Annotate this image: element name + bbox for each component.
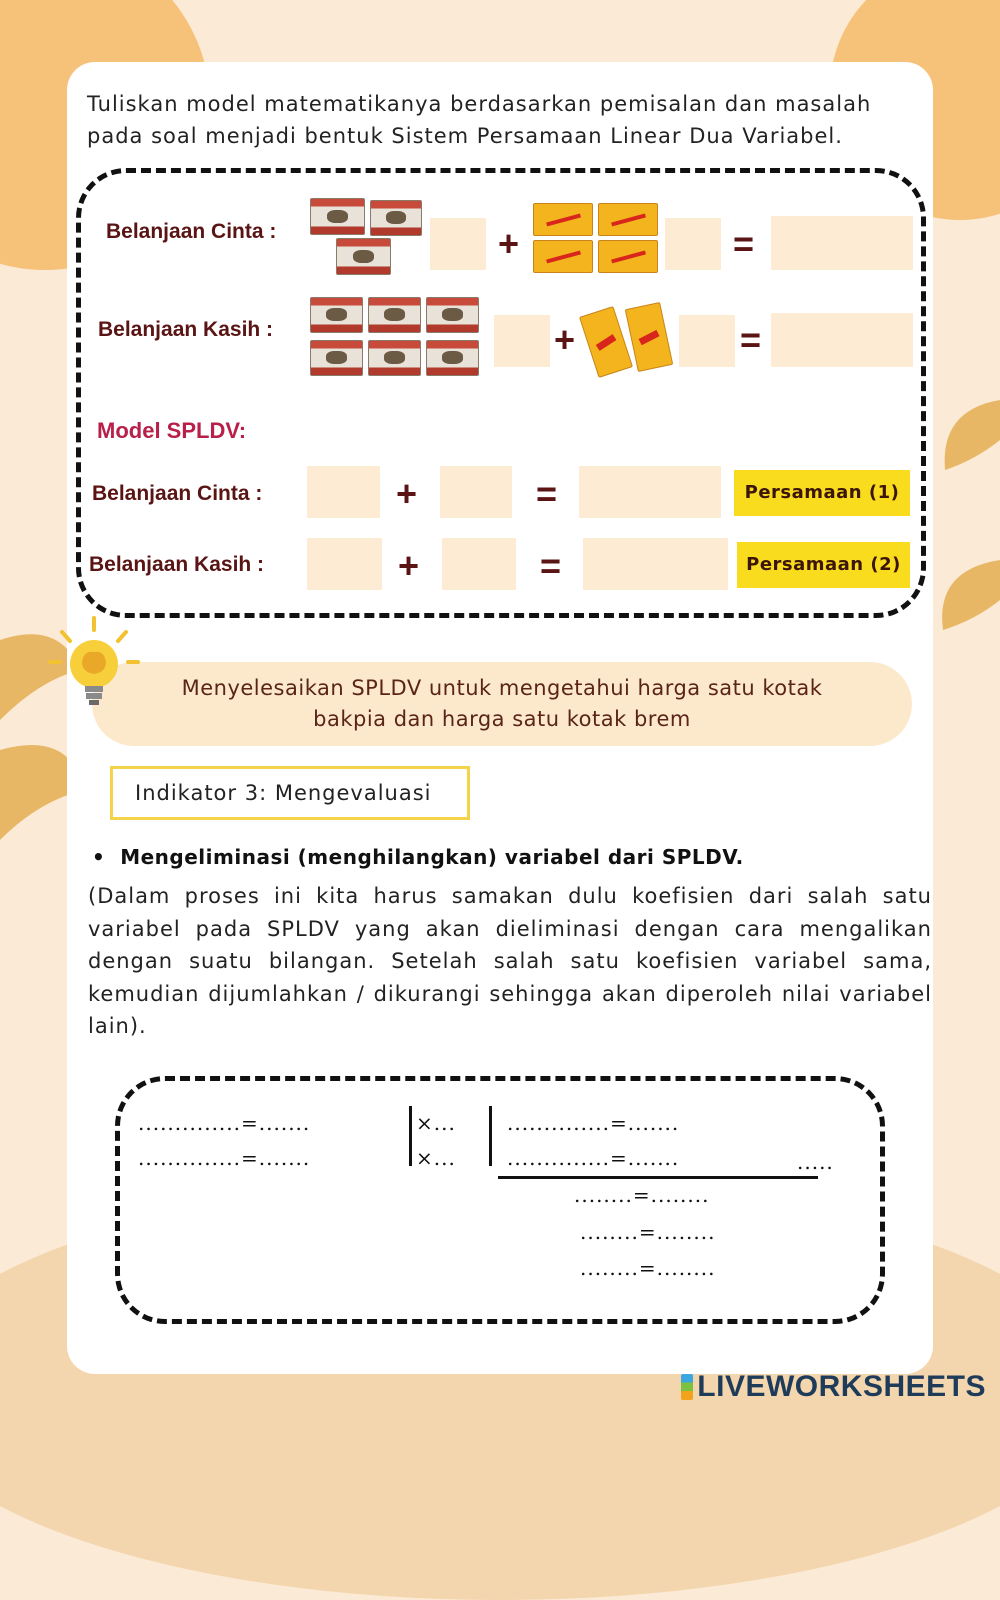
bakpia-box-image	[310, 340, 363, 376]
equals-sign: =	[733, 223, 755, 264]
model-kasih-label: Belanjaan Kasih :	[89, 553, 265, 576]
bakpia-box-image	[368, 340, 421, 376]
objective-line-1: Menyelesaikan SPLDV untuk mengetahui harga satu kotak	[181, 676, 823, 700]
equation-1-badge: Persamaan (1)	[734, 470, 910, 516]
equation-2-badge: Persamaan (2)	[737, 542, 910, 588]
bakpia-box-image	[426, 297, 479, 333]
bakpia-box-image	[310, 198, 365, 235]
model-spldv-title: Model SPLDV:	[97, 418, 247, 443]
brem-box-image	[533, 240, 593, 273]
bakpia-box-image	[370, 200, 422, 236]
result-step-1-blank[interactable]: ........=........	[574, 1183, 710, 1207]
eq2-term1-input[interactable]	[307, 538, 382, 590]
objective-banner	[92, 662, 912, 746]
plus-sign: +	[398, 545, 420, 586]
eq1-term2-input[interactable]	[440, 466, 512, 518]
cinta-brem-coefficient-input[interactable]	[665, 218, 721, 270]
plus-sign: +	[498, 223, 520, 264]
eq2-result-input[interactable]	[583, 538, 728, 590]
kasih-brem-coefficient-input[interactable]	[679, 315, 735, 367]
shopping-kasih-label: Belanjaan Kasih :	[98, 318, 274, 341]
original-equation-1-blank[interactable]: ..............=.......	[138, 1111, 311, 1135]
result-step-3-blank[interactable]: ........=........	[580, 1256, 716, 1280]
brem-box-image	[533, 203, 593, 236]
instruction-text: Tuliskan model matematikanya berdasarkan pemisalan dan masalah pada soal menjadi bentuk Sistem Persamaan Linear Dua Variabel.	[87, 92, 872, 148]
result-step-2-blank[interactable]: ........=........	[580, 1220, 716, 1244]
multiplier-right-bar	[489, 1106, 492, 1166]
bakpia-box-image	[426, 340, 479, 376]
ginkgo-leaf-right-icon	[935, 380, 1000, 680]
model-cinta-label: Belanjaan Cinta :	[92, 482, 263, 505]
brem-box-image	[598, 240, 658, 273]
bullet-dot: •	[92, 845, 121, 869]
liveworksheets-logo-icon	[681, 1374, 693, 1400]
plus-sign: +	[396, 473, 418, 514]
lightbulb-brain-icon	[48, 616, 140, 712]
cinta-total-input[interactable]	[771, 216, 913, 270]
sum-line	[498, 1176, 818, 1179]
objective-line-2: bakpia dan harga satu kotak brem	[313, 707, 691, 731]
multiplier-2-blank[interactable]: ×...	[416, 1146, 456, 1170]
equals-sign: =	[536, 473, 558, 514]
shopping-cinta-label: Belanjaan Cinta :	[106, 220, 277, 243]
equals-sign: =	[540, 545, 562, 586]
eq2-term2-input[interactable]	[442, 538, 516, 590]
bakpia-box-image	[368, 297, 421, 333]
multiplied-equation-2-blank[interactable]: ..............=.......	[507, 1146, 680, 1170]
multiplier-1-blank[interactable]: ×...	[416, 1111, 456, 1135]
liveworksheets-logo	[681, 1370, 986, 1404]
explanation-paragraph: (Dalam proses ini kita harus samakan dulu koefisien dari salah satu variabel pada SPLDV yang akan dieliminasi dengan cara mengalikan dengan suatu bilangan. Setelah salah satu koefisien variabel sama, kemudian dijumlahkan / dikurangi sehingga akan diperoleh nilai variabel lain).	[88, 884, 932, 1038]
indicator-box: Indikator 3: Mengevaluasi	[110, 766, 470, 820]
eq1-result-input[interactable]	[579, 466, 721, 518]
eq1-term1-input[interactable]	[307, 466, 380, 518]
kasih-bakpia-coefficient-input[interactable]	[494, 315, 550, 367]
cinta-bakpia-coefficient-input[interactable]	[430, 218, 486, 270]
kasih-total-input[interactable]	[771, 313, 913, 367]
equals-sign: =	[740, 319, 762, 360]
original-equation-2-blank[interactable]: ..............=.......	[138, 1146, 311, 1170]
bullet-heading-text: Mengeliminasi (menghilangkan) variabel dari SPLDV.	[120, 845, 744, 869]
bullet-heading	[92, 845, 744, 869]
plus-sign: +	[554, 319, 576, 360]
operation-blank[interactable]: .....	[797, 1150, 834, 1174]
bakpia-box-image	[310, 297, 363, 333]
liveworksheets-logo-text: LIVEWORKSHEETS	[697, 1370, 986, 1403]
brem-box-image	[598, 203, 658, 236]
bakpia-box-image	[336, 238, 391, 275]
multiplier-left-bar	[409, 1106, 412, 1166]
multiplied-equation-1-blank[interactable]: ..............=.......	[507, 1111, 680, 1135]
